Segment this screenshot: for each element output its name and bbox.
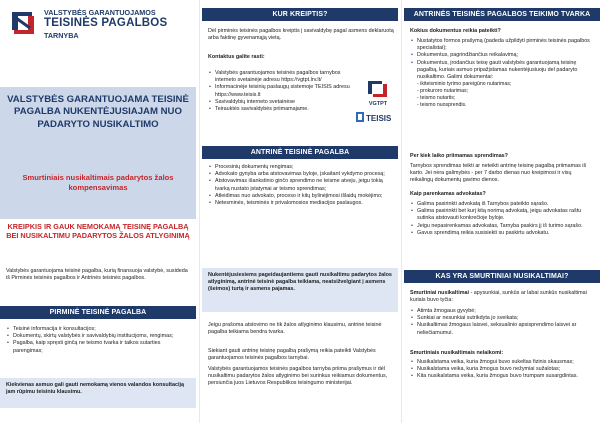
non-violent-question: Smurtiniais nusikaltimais nelaikomi: [410,350,504,356]
request-paragraph: Siekiant gauti antrinę teisinę pagalbą prašymą reikia pateikti Valstybės garantuojamos teisinės pagalbos tarnybai. [208,348,376,362]
list-item: • Nustatytos formos prašymą (padeda užpildyti pirminės teisinės pagalbos specialistai); [410,38,596,52]
lawyer-question: Kaip parenkamas advokatas? [410,191,486,197]
where-text: Dėl pirminės teisinės pagalbos kreiptis į savivaldybę pagal asmens deklaruotą arba faktinę gyvenamąją vietą. [208,28,394,42]
list-item: • Advokato gynyba arba atstovavimas byloje, įskaitant vykdymo procesą; [208,171,394,178]
hero-band [0,87,196,219]
org-name-line1: VALSTYBĖS GARANTUOJAMOS [44,8,156,17]
decision-time-question: Per kiek laiko priimamas sprendimas? [410,153,508,159]
secondary-help-heading: ANTRINĖ TEISINĖ PAGALBA [202,146,398,159]
compensation-note-text: Nukentėjusiesiems pageidaujantiems gauti nusikaltimu padarytos žalos atlyginimą, antrinė teisinė pagalba teikiama, neatsižvelgiant į asmens (šeimos) turtą ir asmens pajamas. [208,272,392,293]
list-item: • Jeigu nepasirenkamas advokatas, Tarnyba paskirs jį iš turimo sąrašo. [410,223,596,230]
org-name-line3: TARNYBA [44,31,79,40]
list-item: • Savivaldybių interneto svetainėse [208,99,358,106]
consultation-note-text: Kiekvienas asmuo gali gauti nemokamą vienos valandos konsultaciją jam rūpimu teisiniu klausimu. [6,382,184,396]
violent-crimes-heading: KAS YRA SMURTINIAI NUSIKALTIMAI? [404,270,600,283]
hero-title: VALSTYBĖS GARANTUOJAMA TEISINĖ PAGALBA NUKENTĖJUSIAJAM NUO PADARYTO NUSIKALTIMO [7,94,189,130]
intro-paragraph: Valstybės garantuojama teisinė pagalba, kurią finansuoja valstybė, susideda iš Pirminės teisinės pagalbos ir Antrinės teisinės pagalbos. [6,268,188,282]
teisis-label: TEISIS [366,114,392,123]
contacts-label: Kontaktus galite rasti: [208,54,265,60]
hero-tagline: KREIPKIS IR GAUK NEMOKAMĄ TEISINĘ PAGALBĄ BEI NUSIKALTIMU PADARYTOS ŽALOS ATLYGINIMĄ [6,222,190,241]
compensation-note [202,268,398,312]
list-item: • Dokumentus, įrodančius teisę gauti valstybės garantuojamą teisinę pagalbą, kuriais asmuo pripažįstamas nukentėjusiuoju del padaryto nusikaltimo. Galimi dokumentai: [410,60,596,82]
column-middle [202,0,398,423]
secondary-help-list [208,164,394,207]
list-item: • Procesinių dokumentų rengimas; [208,164,394,171]
violent-crimes-lead: Smurtiniai nusikaltimai [410,290,470,296]
list-item: • Atstovavimas išankstinio ginčo sprendimo ne teisme atveju, jeigu tokią tvarką nustato įstatymai ar teismo sprendimas; [208,178,394,192]
decision-time-text: Tarnybos sprendimas teikti ar neteikti antrinę teisinę pagalbą priimamas iš karto. Jei nėra galimybės - per 7 darbo dienas nuo kreipimosi ir visų reikalingų dokumentų gavimo dienos. [410,163,587,184]
list-item: • Galima pasirinkti advokatą iš Tarnybos pateikto sąrašo. [410,201,596,208]
list-item: • Gavus sprendimą reikia susisiekti su paskirtu advokatu. [410,230,596,237]
list-item: • Informacinėje teisinių paslaugų sistemoje TEISIS adresu https://www.teisis.lt [208,84,358,98]
list-item: • Galima pasirinkti bet kurį kitą norimą advokatą, jeigu advokatas raštu sutinka atstovauti konkrečioje byloje. [410,208,596,222]
column-right [404,0,600,423]
where-heading: KUR KREIPTIS? [202,8,398,21]
list-item: • Dokumentų, skirtų valstybės ir savivaldybių institucijoms, rengimas; [6,333,190,340]
primary-help-heading: PIRMINĖ TEISINĖ PAGALBA [0,306,196,319]
documents-question: Kokius dokumentus reikia pateikti? [410,28,501,34]
documents-block [410,38,596,109]
violent-crimes-rest: - apysunkiai, sunkūs ar labai sunkūs nusikaltimai kuriais buvo tyčia: [410,290,587,304]
lawyer-list [410,201,596,237]
list-item: • Teirauktės savivaldybės priimamajame. [208,106,358,113]
list-item: • Netesminės, teisminės ir privalomosios mediacijos paslaugos. [208,200,394,207]
violent-crimes-list [410,308,596,337]
procedure-heading: ANTRINĖS TEISINĖS PAGALBOS TEIKIMO TVARKA [404,8,600,21]
teisis-logo-icon [356,110,396,124]
list-item: • Dokumentus, pagrindžiančius reikalavimą; [410,52,596,59]
ministry-paragraph: Valstybės garantuojamos teisinės pagalbos tarnyba priima prašymus ir dėl nusikaltimu padarytos žalos atlyginimo bei surinkus reikiamus dokumentus, persiunčia juos Lietuvos Respublikos teisingumo ministerijai. [208,366,388,387]
list-item: • Sunkiai ar nesunkiai sutrikdyta jo sveikata; [410,315,596,322]
list-item: • Teisinė informacija ir konsultacijos; [6,326,190,333]
document-subitem: - teismo nuosprendis. [417,102,467,109]
list-item: • Atleidimas nuo advokato, proceso ir kitų bylinėjimosi išlaidų mokėjimo; [208,193,394,200]
column-divider [401,0,402,423]
org-name-line2: TEISINĖS PAGALBOS [44,17,168,29]
document-subitem: - teismo nutartis; [417,95,456,102]
violent-crimes-definition [410,290,596,304]
list-item: • Nusikalstama veika, kuria žmogui buvo sukeltas fizinis skausmas; [410,359,596,366]
document-subitem: - prokuroro nutarimas; [417,88,469,95]
list-item: • Pagalba, kaip spręsti ginčą ne teismo tvarka ir taikos sutarties parengimas; [6,340,190,354]
non-violent-list [410,359,596,381]
document-subitem: - ikiteisminio tyrimo pareigūno nutarimas; [417,81,512,88]
list-item: • Kita nusikalstama veika, kuria žmogus buvo trumpam susargdintas. [410,373,596,380]
tarnyba-logo-icon [8,8,38,38]
documents-list [410,38,596,81]
column-left [0,0,196,423]
contacts-list [208,70,358,113]
column-divider [199,0,200,423]
list-item: • Valstybės garantuojamos teisinės pagalbos tarnybos interneto svetainėje adresu https://vgtpt.lrv.lt/ [208,70,358,84]
consultation-note [0,378,196,408]
vgtpt-logo-icon [360,77,396,107]
hero-subtitle: Smurtiniais nusikaltimais padarytos žalos kompensavimas [22,173,174,192]
vgtpt-label: VGTPT [368,101,388,107]
list-item: • Nusikalstama veika, kuria žmogus buvo nežymiai sužalotas; [410,366,596,373]
list-item: • Atimta žmogaus gyvybė; [410,308,596,315]
primary-help-list [6,326,190,355]
representation-paragraph: Jeigu prašoma atstovimo ne tik žalos atlyginimo klausimu, antrinė teisinė pagalba teikiama bendra tvarka. [208,322,382,336]
list-item: • Nusikaltimas žmogaus laisvei, seksualinio apsisprendimo laisvei ar neliečiamumui. [410,322,596,336]
